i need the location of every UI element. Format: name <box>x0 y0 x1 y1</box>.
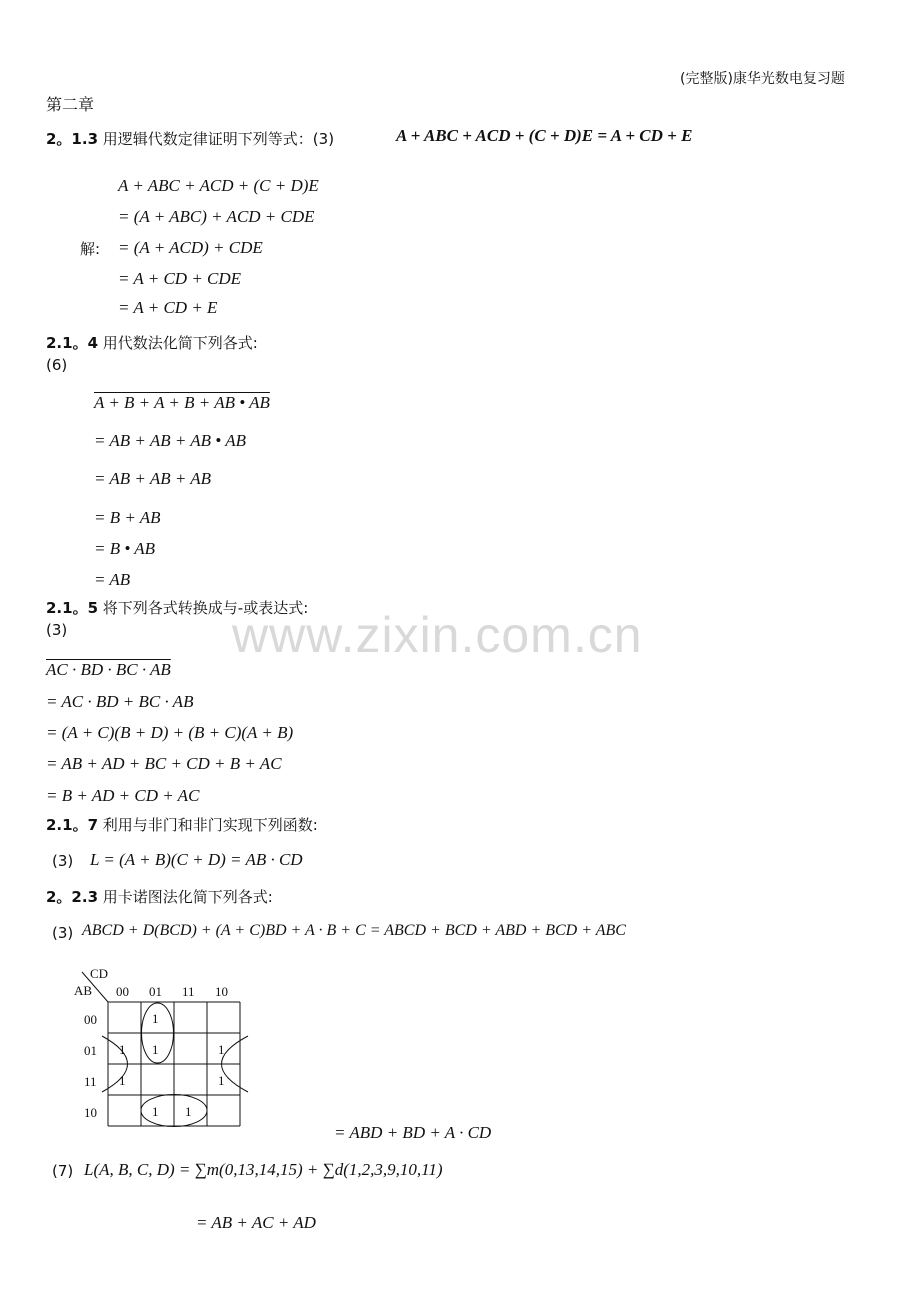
section-text: 用逻辑代数定律证明下列等式：(3) <box>102 130 335 148</box>
s215-line-2: = AC · BD + BC · AB <box>46 692 194 711</box>
kmap-col-label: 11 <box>182 984 195 999</box>
s215-line-4: = AB + AD + BC + CD + B + AC <box>46 754 282 773</box>
kmap-cell-one: 1 <box>185 1104 192 1119</box>
section-number: 2。2.3 <box>46 888 99 906</box>
kmap-cell-one: 1 <box>119 1073 126 1088</box>
s215-line-5: = B + AD + CD + AC <box>46 786 200 805</box>
kmap-cell-one: 1 <box>218 1042 225 1057</box>
section-number: 2。1.3 <box>46 130 99 148</box>
kmap-cell-one: 1 <box>119 1042 126 1057</box>
section-text: 利用与非门和非门实现下列函数: <box>102 816 318 834</box>
section-text: 用代数法化简下列各式: <box>102 334 258 352</box>
s214-line-1: A + B + A + B + AB • AB <box>94 393 270 412</box>
kmap-row-label: 01 <box>84 1043 97 1058</box>
chapter-title: 第二章 <box>46 95 95 114</box>
s214-line-4: = B + AB <box>94 508 161 527</box>
kmap-col-label: 01 <box>149 984 162 999</box>
kmap-row-label: 11 <box>84 1074 97 1089</box>
kmap-row-var: AB <box>74 983 93 998</box>
section-number: 2.1。5 <box>46 599 99 617</box>
s214-line-5: = B • AB <box>94 539 156 558</box>
s215-item: (3) <box>46 621 68 639</box>
s223-result-7: = AB + AC + AD <box>196 1213 316 1232</box>
s213-line-5: = A + CD + E <box>118 298 218 317</box>
kmap-row-label: 10 <box>84 1105 97 1120</box>
section-text: 用卡诺图法化简下列各式: <box>102 888 273 906</box>
s214-line-3: = AB + AB + AB <box>94 469 212 488</box>
page-header: (完整版)康华光数电复习题 <box>680 71 845 87</box>
s223-result: = ABD + BD + A · CD <box>334 1123 492 1142</box>
kmap-cell-one: 1 <box>152 1011 159 1026</box>
s215-line-1: AC · BD · BC · AB <box>46 660 171 679</box>
s213-equation: A + ABC + ACD + (C + D)E = A + CD + E <box>396 126 693 145</box>
s213-line-1: A + ABC + ACD + (C + D)E <box>118 176 319 195</box>
s217-equation: L = (A + B)(C + D) = AB · CD <box>90 850 303 869</box>
kmap-cell-one: 1 <box>218 1073 225 1088</box>
kmap-cell-one: 1 <box>152 1104 159 1119</box>
s223-equation: ABCD + D(BCD) + (A + C)BD + A · B + C = ABCD + BCD + ABD + BCD + ABC <box>82 922 626 939</box>
kmap-cell-one: 1 <box>152 1042 159 1057</box>
s215-line-3: = (A + C)(B + D) + (B + C)(A + B) <box>46 723 294 742</box>
kmap-col-label: 10 <box>215 984 228 999</box>
kmap-row-label: 00 <box>84 1012 97 1027</box>
s214-line-6: = AB <box>94 570 131 589</box>
s223-equation-7: L(A, B, C, D) = ∑m(0,13,14,15) + ∑d(1,2,3,9,10,11) <box>84 1160 443 1179</box>
section-number: 2.1。7 <box>46 816 99 834</box>
section-number: 2.1。4 <box>46 334 99 352</box>
section-text: 将下列各式转换成与-或表达式: <box>102 599 309 617</box>
s217-item: (3) <box>52 852 74 870</box>
s214-line-2: = AB + AB + AB • AB <box>94 431 246 450</box>
kmap-col-label: 00 <box>116 984 129 999</box>
s213-line-2: = (A + ABC) + ACD + CDE <box>118 207 315 226</box>
s214-item: (6) <box>46 356 68 374</box>
watermark: www.zixin.com.cn <box>232 607 643 663</box>
kmap-col-var: CD <box>90 966 109 981</box>
s213-line-3: = (A + ACD) + CDE <box>118 238 263 257</box>
solution-label: 解: <box>80 240 101 258</box>
s223-item: (3) <box>52 924 74 942</box>
s223-item-7: (7) <box>52 1162 74 1180</box>
s213-line-4: = A + CD + CDE <box>118 269 242 288</box>
